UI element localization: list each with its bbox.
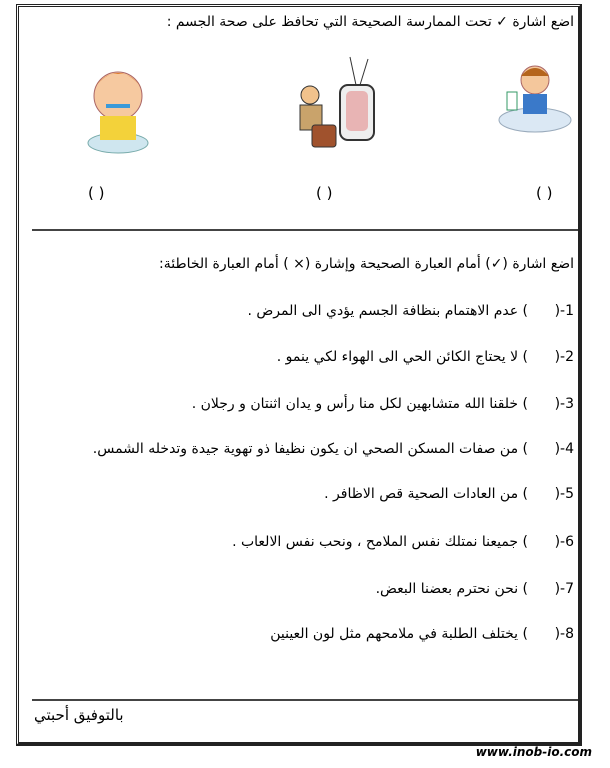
statement-item[interactable]	[270, 626, 574, 642]
statement-item[interactable]	[247, 303, 574, 319]
item-number[interactable]: 8-(	[554, 626, 574, 642]
item-number[interactable]: 6-(	[554, 534, 574, 550]
statement-item[interactable]	[192, 396, 574, 412]
boy-brushing-teeth-icon	[78, 58, 158, 158]
section2-instruction: اضع اشارة (✓) أمام العبارة الصحيحة وإشارة (× ) أمام العبارة الخاطئة:	[159, 256, 574, 272]
website-watermark: www.inob-io.com	[475, 745, 592, 759]
item-text: ) يختلف الطلبة في ملامحهم مثل لون العينين	[270, 626, 528, 642]
boy-watching-tv-icon	[290, 55, 380, 155]
divider	[32, 699, 578, 701]
item-number[interactable]: 1-(	[554, 303, 574, 319]
divider	[32, 229, 578, 231]
item-number[interactable]: 3-(	[554, 396, 574, 412]
item-text: ) خلقنا الله متشابهين لكل منا رأس و يدان اثنتان و رجلان .	[191, 396, 528, 412]
answer-box-3[interactable]: ( )	[536, 184, 553, 202]
boy-drinking-milk-icon	[495, 58, 575, 138]
item-number[interactable]: 4-(	[554, 441, 574, 457]
item-number[interactable]: 5-(	[554, 486, 574, 502]
item-text: ) عدم الاهتمام بنظافة الجسم يؤدي الى المرض .	[247, 303, 528, 319]
item-number[interactable]: 2-(	[554, 349, 574, 365]
answer-box-1[interactable]: ( )	[88, 184, 105, 202]
item-text: ) جميعنا نمتلك نفس الملامح ، ونحب نفس الالعاب .	[232, 534, 528, 550]
statement-item[interactable]	[277, 349, 574, 365]
item-number[interactable]: 7-(	[554, 581, 574, 597]
answer-box-2[interactable]: ( )	[316, 184, 333, 202]
statement-item[interactable]	[376, 581, 574, 597]
closing-text: بالتوفيق أحبتي	[34, 706, 124, 724]
statement-item[interactable]	[93, 441, 574, 457]
item-text: ) نحن نحترم بعضنا البعض.	[375, 581, 528, 597]
item-text: ) من العادات الصحية قص الاظافر .	[324, 486, 528, 502]
statement-item[interactable]	[324, 486, 574, 502]
item-text: ) لا يحتاج الكائن الحي الى الهواء لكي ينمو .	[276, 349, 528, 365]
statement-item[interactable]	[232, 534, 574, 550]
item-text: ) من صفات المسكن الصحي ان يكون نظيفا ذو تهوية جيدة وتدخله الشمس.	[92, 441, 528, 457]
section1-instruction: اضع اشارة ✓ تحت الممارسة الصحيحة التي تحافظ على صحة الجسم :	[166, 14, 574, 30]
